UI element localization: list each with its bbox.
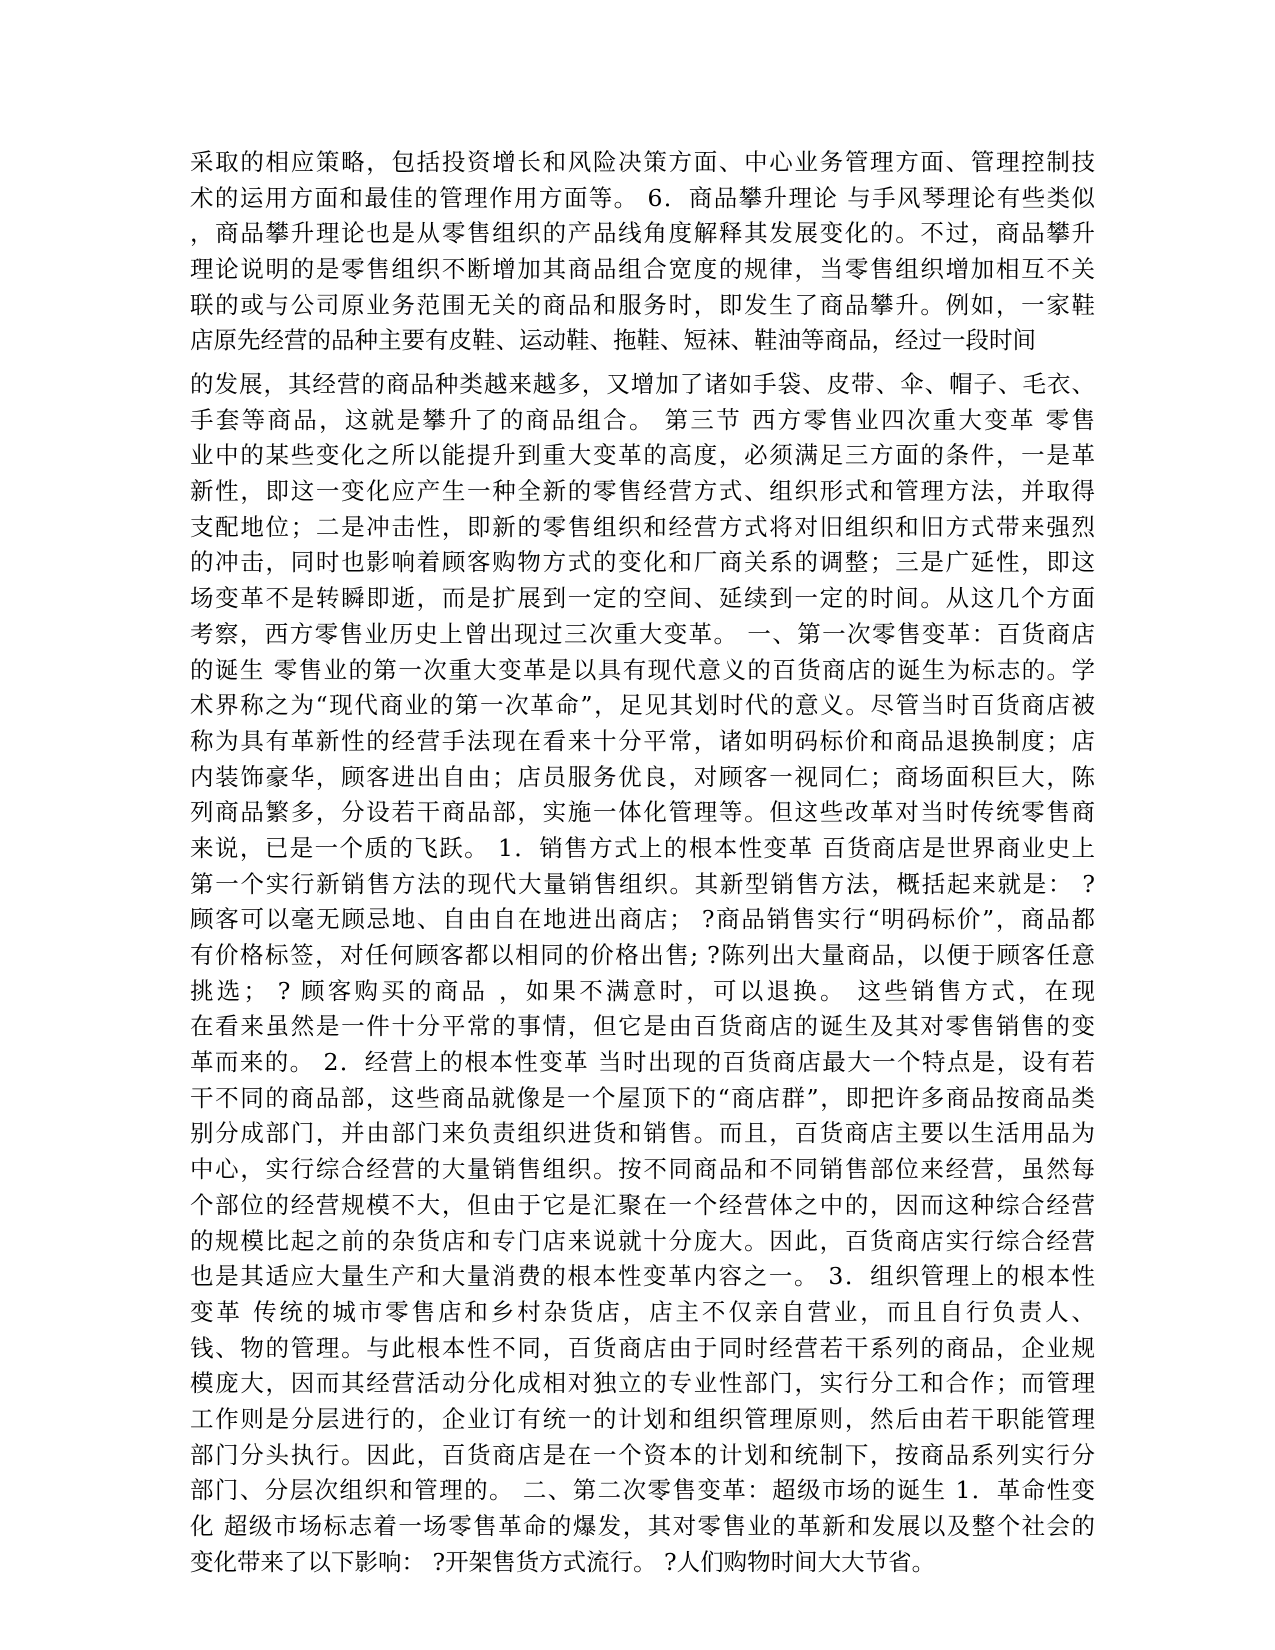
text-line: 化 超级市场标志着一场零售革命的爆发，其对零售业的革新和发展以及整个社会的: [190, 1512, 1095, 1540]
text-line: 新性，即这一变化应产生一种全新的零售经营方式、组织形式和管理方法，并取得: [190, 477, 1095, 506]
text-line: 术界称之为“现代商业的第一次革命”，足见其划时代的意义。尽管当时百货商店被: [190, 691, 1095, 720]
text-line: 术的运用方面和最佳的管理作用方面等。 6．商品攀升理论 与手风琴理论有些类似: [190, 183, 1095, 212]
text-line: 采取的相应策略，包括投资增长和风险决策方面、中心业务管理方面、管理控制技: [190, 148, 1095, 176]
text-line: 手套等商品，这就是攀升了的商品组合。 第三节 西方零售业四次重大变革 零售: [190, 405, 1095, 434]
text-line: 个部位的经营规模不大，但由于它是汇聚在一个经营体之中的，因而这种综合经营: [190, 1190, 1095, 1219]
text-line: 理论说明的是零售组织不断增加其商品组合宽度的规律，当零售组织增加相互不关: [190, 255, 1095, 284]
text-line: 来说，已是一个质的飞跃。 1．销售方式上的根本性变革 百货商店是世界商业史上: [190, 833, 1095, 862]
text-line: 革而来的。 2．经营上的根本性变革 当时出现的百货商店最大一个特点是，设有若: [190, 1048, 1095, 1077]
text-line: 称为具有革新性的经营手法现在看来十分平常，诸如明码标价和商品退换制度；店: [190, 726, 1095, 755]
text-line: 变革 传统的城市零售店和乡村杂货店，店主不仅亲自营业，而且自行负责人、: [190, 1297, 1095, 1326]
text-line: 内装饰豪华，顾客进出自由；店员服务优良，对顾客一视同仁；商场面积巨大，陈: [190, 762, 1095, 791]
text-line: 店原先经营的品种主要有皮鞋、运动鞋、拖鞋、短袜、鞋油等商品，经过一段时间: [190, 326, 1036, 355]
paragraph-block-2: [190, 367, 1095, 1580]
text-line: 联的或与公司原业务范围无关的商品和服务时，即发生了商品攀升。例如，一家鞋: [190, 290, 1095, 319]
text-line: 别分成部门，并由部门来负责组织进货和销售。而且，百货商店主要以生活用品为: [190, 1119, 1095, 1148]
text-line: 部门分头执行。因此，百货商店是在一个资本的计划和统制下，按商品系列实行分: [190, 1440, 1095, 1469]
text-line: 支配地位；二是冲击性，即新的零售组织和经营方式将对旧组织和旧方式带来强烈: [190, 512, 1095, 541]
text-line: 场变革不是转瞬即逝，而是扩展到一定的空间、延续到一定的时间。从这几个方面: [190, 584, 1095, 613]
text-line: 考察，西方零售业历史上曾出现过三次重大变革。 一、第一次零售变革：百货商店: [190, 619, 1095, 648]
text-line: ，商品攀升理论也是从零售组织的产品线角度解释其发展变化的。不过，商品攀升: [190, 219, 1095, 248]
text-line: 挑选； ? 顾客购买的商品 ，如果不满意时，可以退换。 这些销售方式，在现: [190, 976, 1095, 1005]
text-line: 列商品繁多，分设若干商品部，实施一体化管理等。但这些改革对当时传统零售商: [190, 798, 1095, 827]
text-line: 第一个实行新销售方法的现代大量销售组织。其新型销售方法，概括起来就是： ?: [190, 869, 1095, 898]
text-line: 也是其适应大量生产和大量消费的根本性变革内容之一。 3．组织管理上的根本性: [190, 1262, 1095, 1291]
text-line: 变化带来了以下影响： ?开架售货方式流行。 ?人们购物时间大大节省。: [190, 1547, 936, 1576]
text-line: 模庞大，因而其经营活动分化成相对独立的专业性部门，实行分工和合作；而管理: [190, 1369, 1095, 1398]
paragraph-block-1: [190, 145, 1095, 359]
text-line: 有价格标签，对任何顾客都以相同的价格出售; ?陈列出大量商品，以便于顾客任意: [190, 941, 1095, 969]
text-line: 的诞生 零售业的第一次重大变革是以具有现代意义的百货商店的诞生为标志的。学: [190, 655, 1095, 684]
text-line: 的规模比起之前的杂货店和专门店来说就十分庞大。因此，百货商店实行综合经营: [190, 1226, 1095, 1255]
text-line: 顾客可以毫无顾忌地、自由自在地进出商店； ?商品销售实行“明码标价”，商品都: [190, 905, 1095, 934]
text-line: 干不同的商品部，这些商品就像是一个屋顶下的“商店群”，即把许多商品按商品类: [190, 1083, 1095, 1112]
text-line: 在看来虽然是一件十分平常的事情，但它是由百货商店的诞生及其对零售销售的变: [190, 1012, 1095, 1041]
text-line: 工作则是分层进行的，企业订有统一的计划和组织管理原则，然后由若干职能管理: [190, 1404, 1095, 1433]
text-line: 部门、分层次组织和管理的。 二、第二次零售变革：超级市场的诞生 1．革命性变: [190, 1476, 1095, 1505]
text-line: 业中的某些变化之所以能提升到重大变革的高度，必须满足三方面的条件，一是革: [190, 441, 1095, 470]
text-line: 钱、物的管理。与此根本性不同，百货商店由于同时经营若干系列的商品，企业规: [190, 1333, 1095, 1362]
text-line: 的发展，其经营的商品种类越来越多，又增加了诸如手袋、皮带、伞、帽子、毛衣、: [190, 370, 1095, 398]
text-line: 的冲击，同时也影响着顾客购物方式的变化和厂商关系的调整；三是广延性，即这: [190, 548, 1095, 577]
text-line: 中心，实行综合经营的大量销售组织。按不同商品和不同销售部位来经营，虽然每: [190, 1155, 1095, 1184]
